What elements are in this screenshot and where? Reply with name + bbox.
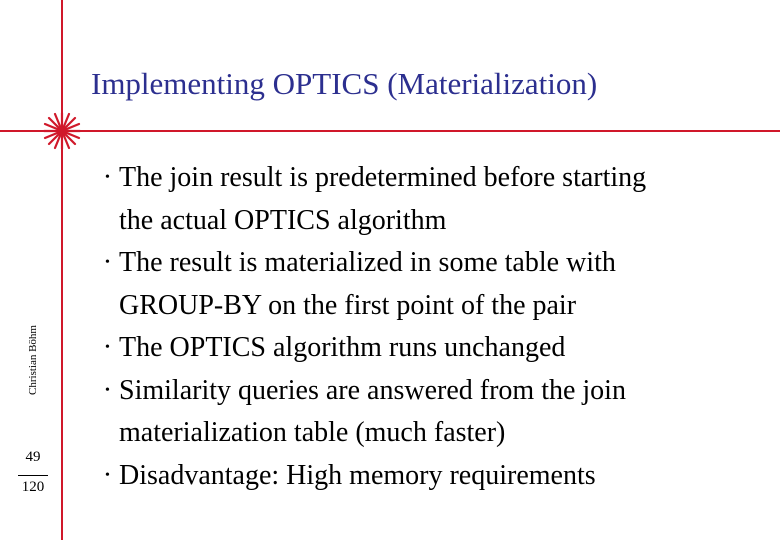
slide-title: Implementing OPTICS (Materialization) — [91, 66, 598, 101]
bullet-line: Similarity queries are answered from the join — [119, 374, 626, 406]
bullet-item — [105, 157, 759, 242]
horizontal-rule — [0, 130, 780, 132]
page-number: 49 — [25, 449, 41, 465]
bullet-list — [105, 157, 759, 497]
bullet-item — [105, 242, 759, 327]
bullet-line: Disadvantage: High memory requirements — [119, 459, 596, 491]
bullet-item — [105, 370, 759, 455]
bullet-icon: • — [105, 170, 110, 185]
page-total: 120 — [21, 479, 45, 495]
bullet-icon: • — [105, 340, 110, 355]
bullet-line: the actual OPTICS algorithm — [119, 204, 447, 236]
bullet-line: materialization table (much faster) — [119, 417, 506, 448]
bullet-icon: • — [105, 382, 110, 398]
bullet-item — [105, 455, 759, 498]
bullet-line: The OPTICS algorithm runs unchanged — [119, 332, 566, 363]
page-divider — [18, 475, 48, 476]
author-label: Christian Böhm — [27, 325, 39, 395]
bullet-line: GROUP-BY on the first point of the pair — [119, 289, 577, 321]
bullet-item — [105, 327, 759, 370]
star-icon — [42, 111, 82, 151]
bullet-line: The result is materialized in some table with — [119, 247, 616, 278]
vertical-rule — [61, 0, 63, 540]
bullet-line: The join result is predetermined before starting — [119, 162, 647, 193]
bullet-icon: • — [105, 467, 110, 483]
bullet-icon: • — [105, 255, 110, 270]
